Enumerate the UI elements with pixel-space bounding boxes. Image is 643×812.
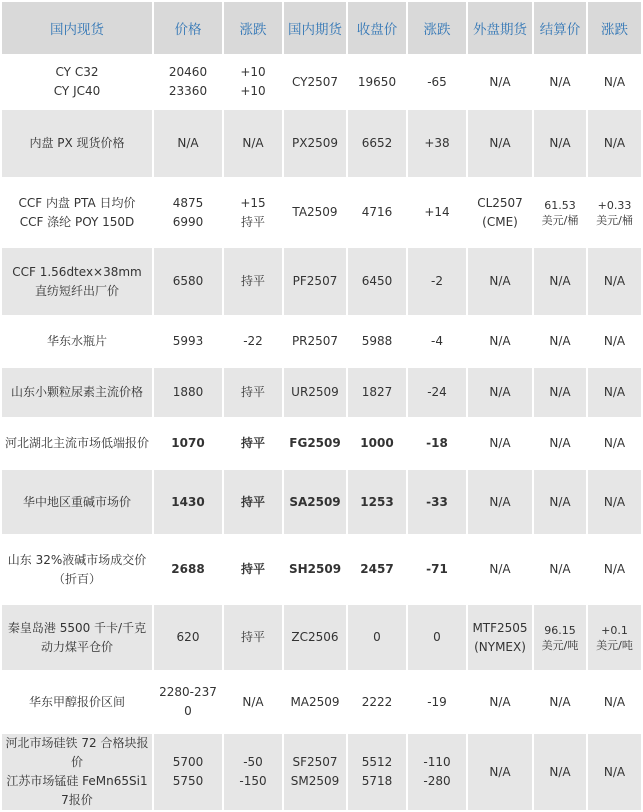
header-price: 价格 (154, 2, 222, 54)
cell-line: 1000 (360, 436, 394, 450)
cell-line: N/A (549, 436, 571, 450)
cell-futures-contract (284, 734, 346, 810)
cell-line: 6580 (172, 274, 204, 288)
cell-line: 2688 (171, 562, 205, 576)
cell-line: CCF 涤纶 POY 150D (19, 214, 135, 229)
cell-foreign-change (588, 734, 641, 810)
cell-line: -65 (427, 74, 447, 89)
cell-futures-change (408, 110, 466, 177)
cell-spot-change (224, 56, 282, 108)
cell-line: 山东 32%液碱市场成交价 (7, 552, 147, 567)
cell-foreign-change (588, 110, 641, 177)
cell-line: 内盘 PX 现货价格 (29, 136, 125, 150)
cell-line: N/A (549, 764, 571, 779)
cell-line: 美元/吨 (596, 638, 633, 652)
cell-line: 1070 (171, 436, 205, 450)
cell-line: 河北湖北主流市场低端报价 (5, 436, 150, 450)
cell-line: 5700 (172, 755, 204, 769)
cell-line: 4875 (172, 195, 204, 210)
cell-spot-price (154, 110, 222, 177)
cell-line: +38 (424, 136, 450, 150)
cell-line: N/A (603, 494, 626, 509)
cell-line: 1880 (172, 385, 204, 399)
cell-line: 1253 (360, 494, 394, 509)
cell-spot-name (2, 248, 152, 315)
cell-close-price (348, 179, 406, 246)
cell-foreign-contract (468, 179, 532, 246)
cell-close-price (348, 317, 406, 366)
cell-line: N/A (603, 694, 626, 709)
cell-line: -19 (427, 694, 447, 709)
cell-line: N/A (603, 764, 626, 779)
cell-spot-price (154, 419, 222, 468)
cell-line: ZC2506 (291, 630, 339, 644)
cell-line: +0.33 (597, 198, 632, 212)
cell-close-price (348, 368, 406, 417)
cell-line: 0 (373, 630, 381, 644)
cell-line: N/A (489, 694, 511, 709)
cell-line: 1827 (361, 385, 393, 399)
cell-line: 美元/桶 (596, 213, 633, 227)
cell-line: CY C32 (55, 65, 99, 79)
cell-line: N/A (489, 74, 511, 89)
cell-foreign-change (588, 672, 641, 732)
cell-line: SA2509 (289, 494, 341, 509)
cell-foreign-contract (468, 734, 532, 810)
cell-spot-price (154, 470, 222, 534)
cell-line: 6652 (361, 136, 393, 150)
cell-settle-price (534, 317, 586, 366)
cell-line: FG2509 (289, 436, 341, 450)
header-settle-price: 结算价 (534, 2, 586, 54)
cell-line: 23360 (168, 84, 208, 98)
table-row (2, 470, 641, 534)
cell-settle-price (534, 734, 586, 810)
cell-foreign-contract (468, 368, 532, 417)
cell-line: 持平 (240, 385, 265, 399)
cell-line: 华中地区重碱市场价 (22, 494, 131, 509)
cell-line: CY2507 (291, 74, 339, 89)
cell-line: -33 (426, 494, 448, 509)
cell-line: N/A (549, 334, 571, 348)
cell-settle-price (534, 419, 586, 468)
cell-line: 5750 (172, 774, 204, 788)
cell-line: N/A (489, 274, 511, 288)
cell-close-price (348, 470, 406, 534)
cell-foreign-change (588, 56, 641, 108)
cell-settle-price (534, 56, 586, 108)
table-row (2, 317, 641, 366)
cell-spot-price (154, 368, 222, 417)
cell-line: N/A (603, 74, 626, 89)
cell-settle-price (534, 110, 586, 177)
cell-spot-price (154, 536, 222, 603)
cell-spot-price (154, 734, 222, 810)
cell-futures-contract (284, 419, 346, 468)
cell-close-price (348, 536, 406, 603)
cell-line: -22 (243, 334, 263, 348)
cell-line: +10 (240, 84, 266, 98)
cell-futures-contract (284, 317, 346, 366)
cell-foreign-contract (468, 317, 532, 366)
cell-settle-price (534, 179, 586, 246)
table-row (2, 672, 641, 732)
cell-line: 持平 (240, 630, 265, 644)
cell-line: CCF 1.56dtex×38mm 直纺短纤出厂价 (12, 264, 142, 298)
cell-foreign-change (588, 179, 641, 246)
cell-futures-change (408, 605, 466, 670)
cell-spot-price (154, 179, 222, 246)
cell-futures-change (408, 470, 466, 534)
cell-line: 4716 (361, 205, 393, 219)
cell-line: UR2509 (291, 385, 339, 399)
cell-foreign-change (588, 419, 641, 468)
cell-foreign-contract (468, 536, 532, 603)
cell-line: 2457 (360, 562, 394, 576)
cell-line: TA2509 (292, 205, 338, 219)
cell-line: N/A (549, 74, 571, 89)
cell-line: PR2507 (291, 334, 339, 348)
cell-line: N/A (549, 562, 571, 576)
cell-line: N/A (603, 562, 626, 576)
cell-line: 1430 (171, 494, 205, 509)
cell-line: 5512 (361, 755, 393, 769)
cell-spot-price (154, 248, 222, 315)
header-futures-change: 涨跌 (408, 2, 466, 54)
cell-spot-name (2, 317, 152, 366)
cell-line: -4 (431, 334, 443, 348)
cell-line: -280 (423, 774, 451, 788)
cell-line: N/A (242, 136, 264, 150)
cell-line: N/A (489, 136, 511, 150)
cell-line: 5718 (361, 774, 393, 788)
cell-line: (CME) (482, 214, 518, 229)
cell-line: 2222 (361, 694, 393, 709)
cell-spot-name (2, 605, 152, 670)
cell-close-price (348, 110, 406, 177)
cell-spot-change (224, 536, 282, 603)
cell-futures-change (408, 368, 466, 417)
cell-futures-contract (284, 248, 346, 315)
cell-line: +15 (240, 195, 266, 210)
cell-close-price (348, 605, 406, 670)
cell-line: CL2507 (477, 195, 523, 210)
cell-line: 华东水瓶片 (46, 334, 107, 348)
cell-line: MTF2505 (472, 620, 528, 635)
cell-spot-name (2, 368, 152, 417)
cell-line: SM2509 (290, 774, 340, 788)
cell-line: 华东甲醇报价区间 (28, 694, 125, 709)
cell-futures-change (408, 536, 466, 603)
cell-line: 6450 (361, 274, 393, 288)
cell-futures-contract (284, 110, 346, 177)
cell-spot-change (224, 605, 282, 670)
cell-foreign-change (588, 536, 641, 603)
cell-foreign-contract (468, 605, 532, 670)
cell-line: 620 (176, 630, 200, 644)
cell-foreign-contract (468, 56, 532, 108)
cell-line: N/A (489, 436, 511, 450)
cell-line: 0 (433, 630, 441, 644)
cell-line: -110 (423, 755, 451, 769)
cell-spot-price (154, 317, 222, 366)
cell-line: (NYMEX) (474, 639, 526, 654)
cell-foreign-change (588, 248, 641, 315)
cell-futures-contract (284, 672, 346, 732)
cell-futures-contract (284, 56, 346, 108)
cell-close-price (348, 56, 406, 108)
cell-line: N/A (489, 334, 511, 348)
cell-foreign-change (588, 317, 641, 366)
table-row (2, 248, 641, 315)
cell-spot-change (224, 672, 282, 732)
cell-line: N/A (603, 274, 626, 288)
cell-line: -150 (239, 774, 267, 788)
cell-futures-contract (284, 536, 346, 603)
cell-line: N/A (549, 694, 571, 709)
cell-spot-change (224, 110, 282, 177)
cell-futures-change (408, 672, 466, 732)
cell-close-price (348, 672, 406, 732)
table-row (2, 368, 641, 417)
table-body (2, 56, 641, 810)
cell-futures-change (408, 419, 466, 468)
cell-settle-price (534, 248, 586, 315)
cell-spot-change (224, 248, 282, 315)
cell-close-price (348, 734, 406, 810)
cell-line: N/A (549, 136, 571, 150)
cell-line: +14 (424, 205, 450, 219)
table-row (2, 56, 641, 108)
cell-foreign-contract (468, 672, 532, 732)
cell-line: 61.53 (544, 198, 576, 212)
cell-line: PF2507 (292, 274, 338, 288)
cell-line: N/A (549, 385, 571, 399)
cell-line: 19650 (357, 74, 397, 89)
cell-line: -18 (426, 436, 448, 450)
cell-futures-change (408, 248, 466, 315)
header-close-price: 收盘价 (348, 2, 406, 54)
cell-line: 持平 (240, 274, 265, 288)
cell-line: N/A (603, 436, 626, 450)
cell-spot-name (2, 179, 152, 246)
cell-futures-change (408, 179, 466, 246)
cell-spot-name (2, 536, 152, 603)
cell-close-price (348, 419, 406, 468)
cell-foreign-contract (468, 110, 532, 177)
cell-line: PX2509 (292, 136, 338, 150)
cell-line: N/A (489, 764, 511, 779)
cell-line: CY JC40 (53, 84, 101, 98)
cell-line: -24 (427, 385, 447, 399)
cell-line: 美元/吨 (541, 638, 579, 652)
cell-line: 持平 (240, 562, 265, 576)
cell-line: MA2509 (290, 694, 340, 709)
cell-futures-contract (284, 368, 346, 417)
cell-spot-price (154, 672, 222, 732)
cell-futures-contract (284, 470, 346, 534)
cell-line: -2 (431, 274, 443, 288)
cell-futures-change (408, 734, 466, 810)
cell-line: CCF 内盘 PTA 日均价 (18, 195, 136, 210)
header-foreign-futures: 外盘期货 (468, 2, 532, 54)
cell-futures-change (408, 56, 466, 108)
cell-line: 美元/桶 (541, 213, 579, 227)
cell-line: 持平 (240, 436, 265, 450)
cell-line: +0.1 (601, 623, 628, 637)
cell-spot-price (154, 56, 222, 108)
cell-settle-price (534, 536, 586, 603)
cell-spot-name (2, 470, 152, 534)
cell-spot-name (2, 419, 152, 468)
cell-spot-change (224, 368, 282, 417)
cell-line: N/A (603, 136, 626, 150)
cell-spot-name (2, 734, 152, 810)
cell-futures-change (408, 317, 466, 366)
cell-line: N/A (549, 494, 571, 509)
cell-foreign-contract (468, 419, 532, 468)
cell-spot-change (224, 179, 282, 246)
cell-foreign-change (588, 605, 641, 670)
cell-line: （折百） (52, 571, 101, 586)
cell-line: N/A (489, 385, 511, 399)
cell-foreign-change (588, 368, 641, 417)
cell-futures-contract (284, 179, 346, 246)
cell-line: N/A (603, 385, 626, 399)
table-row (2, 734, 641, 810)
cell-line: 持平 (240, 214, 265, 229)
cell-settle-price (534, 672, 586, 732)
cell-line: -50 (243, 755, 263, 769)
cell-line: 20460 (168, 65, 208, 79)
cell-foreign-contract (468, 248, 532, 315)
cell-foreign-contract (468, 470, 532, 534)
cell-spot-change (224, 419, 282, 468)
cell-line: SF2507 (292, 755, 338, 769)
cell-spot-name (2, 56, 152, 108)
header-foreign-change: 涨跌 (588, 2, 641, 54)
cell-spot-name (2, 110, 152, 177)
cell-line: 山东小颗粒尿素主流价格 (10, 385, 143, 399)
table-row (2, 179, 641, 246)
header-domestic-spot: 国内现货 (2, 2, 152, 54)
header-row (2, 2, 641, 54)
cell-settle-price (534, 605, 586, 670)
cell-spot-change (224, 734, 282, 810)
header-domestic-futures: 国内期货 (284, 2, 346, 54)
cell-line: +10 (240, 65, 266, 79)
cell-line: 河北市场硅铁 72 合格块报价 (5, 736, 149, 769)
table-row (2, 419, 641, 468)
cell-line: -71 (426, 562, 448, 576)
cell-line: 秦皇岛港 5500 千卡/千克动力煤平仓价 (7, 620, 147, 654)
cell-spot-name (2, 672, 152, 732)
table-row (2, 605, 641, 670)
cell-spot-price (154, 605, 222, 670)
cell-futures-contract (284, 605, 346, 670)
cell-spot-change (224, 470, 282, 534)
cell-line: N/A (177, 136, 199, 150)
cell-spot-change (224, 317, 282, 366)
cell-line: 江苏市场锰硅 FeMn65Si17报价 (6, 774, 148, 807)
table-row (2, 536, 641, 603)
cell-line: 96.15 (544, 623, 576, 637)
cell-close-price (348, 248, 406, 315)
table-row (2, 110, 641, 177)
cell-line: N/A (603, 334, 626, 348)
cell-line: SH2509 (288, 562, 342, 576)
cell-line: N/A (489, 562, 511, 576)
cell-line: N/A (489, 494, 511, 509)
cell-settle-price (534, 368, 586, 417)
cell-line: 6990 (172, 214, 204, 229)
header-spot-change: 涨跌 (224, 2, 282, 54)
cell-line: N/A (242, 694, 264, 709)
cell-settle-price (534, 470, 586, 534)
cell-line: N/A (549, 274, 571, 288)
cell-line: 持平 (240, 494, 265, 509)
cell-line: 5993 (172, 334, 204, 348)
cell-foreign-change (588, 470, 641, 534)
cell-line: 5988 (361, 334, 393, 348)
cell-line: 2280-2370 (159, 685, 217, 718)
